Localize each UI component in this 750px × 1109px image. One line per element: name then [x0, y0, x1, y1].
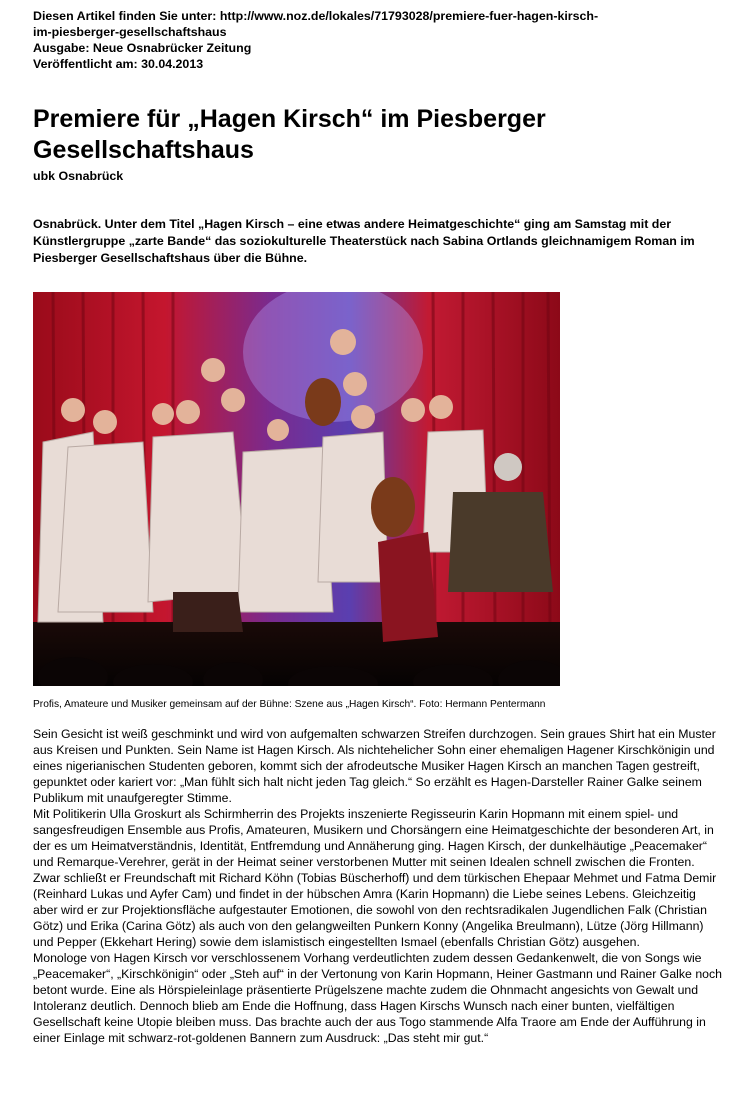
article-byline: ubk Osnabrück	[33, 169, 124, 183]
article-title: Premiere für „Hagen Kirsch“ im Piesberger Gesellschaftshaus	[33, 105, 546, 164]
article-paragraph: Monologe von Hagen Kirsch vor verschlossenem Vorhang verdeutlichten zudem dessen Gedankenwelt, die von Songs wie „Peacemaker“, „Kirschkönigin“ oder „Steh auf“ in der Vertonung von Karin Hopmann, Heiner Gastmann und Rainer Galke noch betont wurde. Eine als Hörspieleinlage präsentierte Prügelszene machte zudem die Ohnmacht angesichts von Gewalt und Intoleranz deutlich. Dennoch blieb am Ende die Hoffnung, dass Hagen Kirschs Wunsch nach einer bunten, vielfältigen Gesellschaft keine Utopie bleiben muss. Das brachte auch der aus Togo stammende Alfa Traore am Ende der Aufführung in einer Einlage mit schwarz-rot-goldenen Bannern zum Ausdruck: „Das steht mir gut.“	[33, 951, 722, 1045]
article-meta	[33, 8, 673, 72]
article-url-line-1[interactable]: Diesen Artikel finden Sie unter: http://www.noz.de/lokales/71793028/premiere-fuer-hagen-kirsch-	[33, 9, 599, 23]
article-paragraph: Sein Gesicht ist weiß geschminkt und wird von aufgemalten schwarzen Streifen durchzogen. Sein graues Shirt hat ein Muster aus Kreisen und Punkten. Sein Name ist Hagen Kirsch. Als nichtehelicher Sohn einer ehemaligen Hagener Kirschkönigin und eines nigerianischen Studenten geboren, kommt sich der afrodeutsche Musiker Hagen Kirsch an manchen Tagen gestreift, gepunktet oder kariert vor: „Man fühlt sich halt nicht jeden Tag gleich.“ So erzählt es Hagen-Darsteller Rainer Galke seinem Publikum mit unaufgeregter Stimme.	[33, 727, 716, 805]
article-url-line-2[interactable]: im-piesberger-gesellschaftshaus	[33, 25, 227, 39]
edition-label: Ausgabe: Neue Osnabrücker Zeitung	[33, 41, 252, 55]
article-lead: Osnabrück. Unter dem Titel „Hagen Kirsch – eine etwas andere Heimatgeschichte“ ging am Samstag mit der Künstlergruppe „zarte Bande“ das soziokulturelle Theaterstück nach Sabina Ortlands gleichnamigem Roman im Piesberger Gesellschaftshaus über die Bühne.	[33, 217, 695, 265]
photo-caption: Profis, Amateure und Musiker gemeinsam auf der Bühne: Szene aus „Hagen Kirsch“. Foto: Hermann Pentermann	[33, 699, 546, 710]
publish-date: Veröffentlicht am: 30.04.2013	[33, 57, 204, 71]
article-body	[33, 726, 723, 1046]
article-photo	[33, 292, 560, 686]
article-paragraph: Zwar schließt er Freundschaft mit Richard Köhn (Tobias Büscherhoff) und dem türkischen Ehepaar Mehmet und Fatma Demir (Reinhard Lukas und Ayfer Cam) und findet in der hübschen Amra (Karin Hopmann) die Liebe seines Lebens. Gleichzeitig aber wird er zur Projektionsfläche aufgestauter Emotionen, die sowohl von den rechtsradikalen Jugendlichen Falk (Christian Götz) und Erika (Carina Götz) als auch von den gelangweilten Punkern Konny (Angelika Breulmann), Lütze (Jörg Hillmann) und Pepper (Ekkehart Hering) sowie dem islamistisch eingestellten Ismael (ebenfalls Christian Götz) ausgehen.	[33, 871, 717, 949]
article-paragraph: Mit Politikerin Ulla Groskurt als Schirmherrin des Projekts inszenierte Regisseurin Karin Hopmann mit einem spiel- und sangesfreudigen Ensemble aus Profis, Amateuren, Musikern und Chorsängern eine Heimatgeschichte der besonderen Art, in der es um Heimatverständnis, Identität, Entfremdung und Annäherung ging. Hagen Kirsch, der dunkelhäutige „Peacemaker“ und Remarque-Verehrer, gerät in der Heimat seiner verstorbenen Mutter mit seinen Idealen schnell zwischen die Fronten.	[33, 807, 714, 869]
